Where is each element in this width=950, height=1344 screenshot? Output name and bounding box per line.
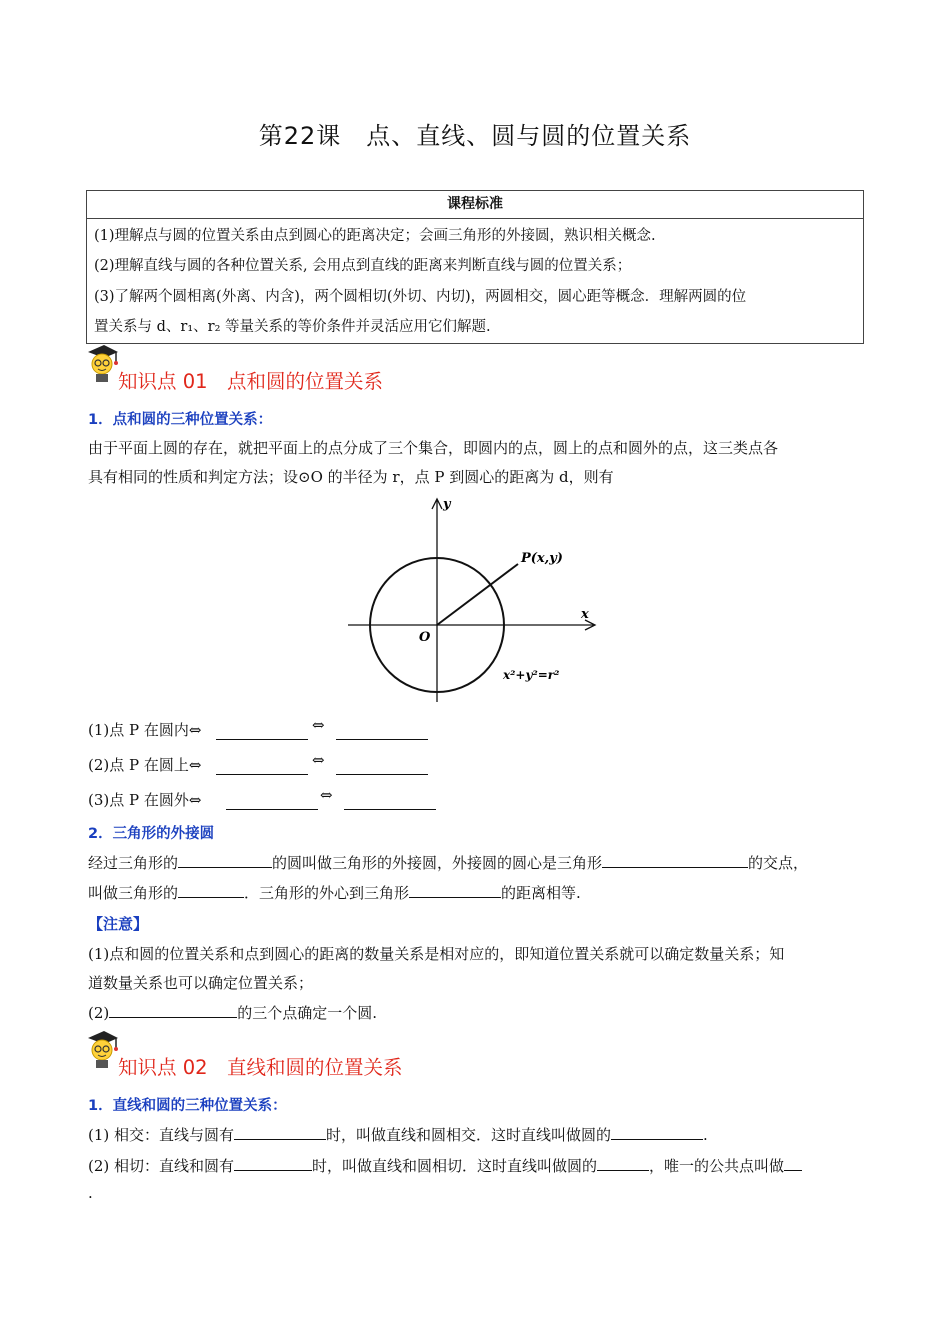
case-outside-label: (3)点 P 在圆外: [88, 791, 189, 809]
blank-tangent-points[interactable]: [234, 1156, 312, 1171]
kp1-intro-line-2: 具有相同的性质和判定方法；设⊙O 的半径为 r，点 P 到圆心的距离为 d，则有: [88, 468, 614, 486]
blank-secant-name[interactable]: [611, 1125, 703, 1140]
kp1-intro-line-1: 由于平面上圆的存在，就把平面上的点分成了三个集合，即圆内的点，圆上的点和圆外的点，这三类点各: [88, 439, 779, 457]
iff-symbol: ⇔: [188, 791, 202, 809]
blank-pass-through[interactable]: [178, 853, 272, 868]
standard-line-4: 置关系与 d、r₁、r₂ 等量关系的等价条件并灵活应用它们解题.: [94, 319, 491, 335]
text-span: 叫做三角形的: [88, 884, 179, 902]
kp1-sec2-line-1: [88, 852, 808, 873]
kp1-section-1-title: 1．点和圆的三种位置关系：: [88, 412, 273, 428]
note-1-line-2: 道数量关系也可以确定位置关系；: [88, 974, 314, 992]
blank-circumcenter-def[interactable]: [602, 853, 748, 868]
text-span: ，唯一的公共点叫做: [649, 1157, 785, 1175]
y-axis-label: y: [443, 497, 451, 512]
knowledge-point-01-heading: 知识点 01 点和圆的位置关系: [118, 370, 384, 393]
origin-label: O: [419, 630, 431, 645]
iff-symbol: ⇔: [188, 721, 202, 739]
kp2-line-1: [88, 1124, 708, 1145]
text-span: 的圆叫做三角形的外接圆，外接圆的圆心是三角形: [272, 854, 603, 872]
case-on: [88, 754, 201, 775]
blank-equal-distance[interactable]: [409, 883, 501, 898]
text-span: .: [703, 1126, 708, 1144]
blank-tangent-point-name[interactable]: [784, 1156, 802, 1171]
blank-tangent-name[interactable]: [597, 1156, 649, 1171]
blank-case-inside-2[interactable]: [336, 739, 428, 740]
note-2: [88, 1002, 377, 1023]
circle-figure: [340, 494, 610, 704]
standard-line-2: (2)理解直线与圆的各种位置关系, 会用点到直线的距离来判断直线与圆的位置关系；: [94, 258, 632, 274]
iff-symbol: ⇔: [312, 716, 325, 734]
case-outside: [88, 789, 201, 810]
course-standard-table: [86, 190, 864, 344]
text-span: 的三个点确定一个圆.: [237, 1004, 378, 1022]
blank-case-on-2[interactable]: [336, 774, 428, 775]
note-1-line-1: (1)点和圆的位置关系和点到圆心的距离的数量关系是相对应的，即知道位置关系就可以确定数量关系；知: [88, 945, 785, 963]
text-span: 时，叫做直线和圆相切．这时直线叫做圆的: [312, 1157, 598, 1175]
blank-three-points[interactable]: [109, 1003, 237, 1018]
note-title: 【注意】: [88, 915, 149, 933]
iff-symbol: ⇔: [188, 756, 202, 774]
text-span: 的距离相等.: [501, 884, 581, 902]
blank-case-on-1[interactable]: [216, 774, 308, 775]
page-title: 第22课 点、直线、圆与圆的位置关系: [258, 122, 692, 150]
blank-case-outside-2[interactable]: [344, 809, 436, 810]
blank-case-outside-1[interactable]: [226, 809, 318, 810]
blank-circumcenter-name[interactable]: [178, 883, 244, 898]
standard-line-1: (1)理解点与圆的位置关系由点到圆心的距离决定；会画三角形的外接圆，熟识相关概念.: [94, 228, 656, 244]
case-inside-label: (1)点 P 在圆内: [88, 721, 189, 739]
kp1-section-2-title: 2．三角形的外接圆: [88, 826, 215, 842]
radius-op: [437, 564, 518, 625]
text-span: 时，叫做直线和圆相交．这时直线叫做圆的: [326, 1126, 612, 1144]
scholar-icon: [84, 1028, 120, 1074]
text-span: (2): [88, 1004, 110, 1022]
case-on-label: (2)点 P 在圆上: [88, 756, 189, 774]
blank-case-inside-1[interactable]: [216, 739, 308, 740]
text-span: 的交点，: [748, 854, 809, 872]
circle-equation: x²+y²=r²: [503, 668, 560, 682]
kp1-sec2-line-2: [88, 882, 581, 903]
standard-line-3: (3)了解两个圆相离(外离、内含)，两个圆相切(外切、内切)，两圆相交，圆心距等概念．理解两圆的位: [94, 289, 747, 305]
kp2-line-2-end: .: [88, 1184, 93, 1202]
case-inside: [88, 719, 201, 740]
x-axis-label: x: [581, 607, 589, 622]
text-span: ．三角形的外心到三角形: [244, 884, 410, 902]
iff-symbol: ⇔: [312, 751, 325, 769]
blank-intersect-points[interactable]: [234, 1125, 326, 1140]
text-span: (1) 相交：直线与圆有: [88, 1126, 235, 1144]
scholar-icon: [84, 342, 120, 388]
iff-symbol: ⇔: [320, 786, 333, 804]
text-span: 经过三角形的: [88, 854, 179, 872]
kp2-line-2: [88, 1155, 802, 1176]
kp2-section-1-title: 1．直线和圆的三种位置关系：: [88, 1098, 287, 1114]
course-standard-header: 课程标准: [87, 191, 863, 219]
text-span: (2) 相切：直线和圆有: [88, 1157, 235, 1175]
knowledge-point-02-heading: 知识点 02 直线和圆的位置关系: [118, 1056, 403, 1079]
point-p-label: P(x,y): [521, 551, 563, 566]
